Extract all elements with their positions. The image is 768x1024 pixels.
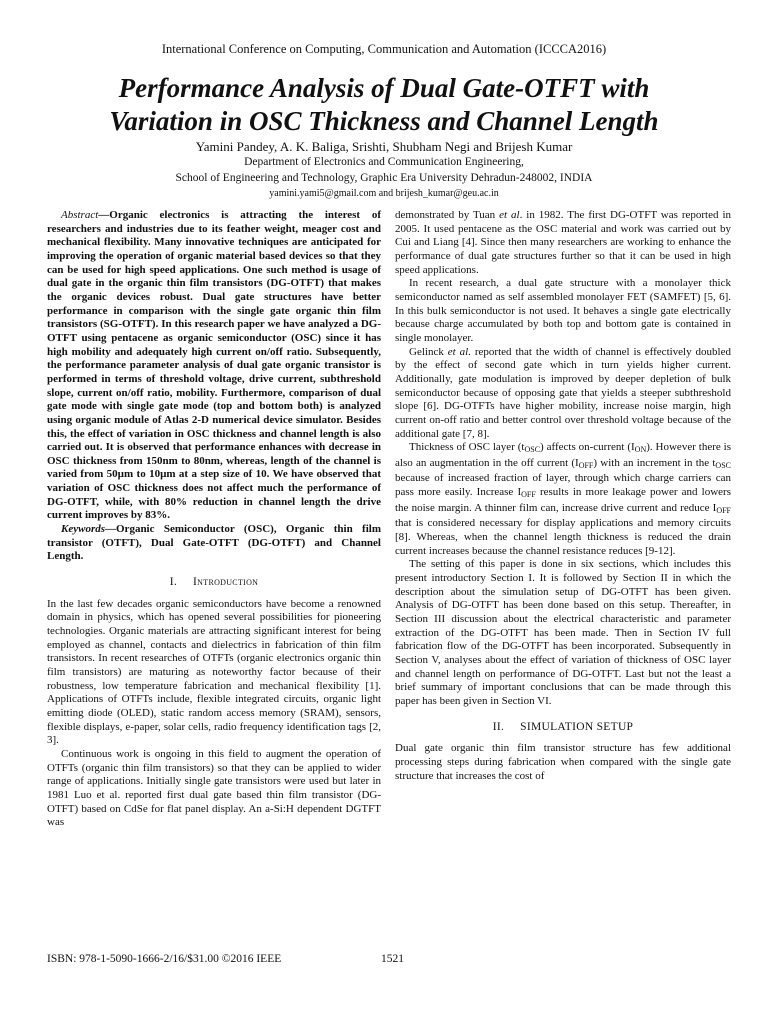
simulation-paragraph-1: Dual gate organic thin film transistor structure has few additional processing steps during fabrication when compared with the single gate structure that increases the cost of — [395, 742, 731, 782]
left-column — [47, 209, 381, 830]
affiliation-department: Department of Electronics and Communication Engineering, — [244, 156, 524, 168]
intro-paragraph-6 — [395, 441, 731, 558]
right-column — [395, 209, 731, 783]
keywords-text: —Organic Semiconductor (OSC), Organic thin film transistor (OTFT), Dual Gate-OTFT (DG-OTFT) and Channel Length. — [47, 523, 381, 563]
text-run: Thickness of OSC layer (t — [409, 441, 525, 454]
section-heading-simulation-setup — [395, 721, 731, 735]
subscript: OFF — [578, 460, 594, 470]
author-emails: yamini.yami5@gmail.com and brijesh_kumar@geu.ac.in — [269, 188, 499, 199]
text-run: ) affects on-current (I — [540, 441, 635, 454]
conference-header: International Conference on Computing, Communication and Automation (ICCCA2016) — [161, 42, 607, 56]
text-run: reported that the width of channel is effectively doubled by the effect of second gate which in turn yields higher current. Additionally, gate modulation is improved by deeper depletion of bulk semiconductor because of opposing gate that yields a steeper subthreshold slope [6]. DG-OTFTs have higher mobility, increase noise margin, high current on-off ratio and better control over threshold voltage because of the additional gate [7, 8]. — [395, 345, 731, 440]
author-list — [0, 139, 768, 155]
abstract-paragraph — [47, 209, 381, 523]
intro-paragraph-1: In the last few decades organic semiconductors have become a renowned domain in physics, which has opened several possibilities for pioneering technologies. Organic materials are attracting significant interest for being employed as channel, contacts and dielectrics in fabrication of thin film transistors. In recent researches of OTFTs (organic electronics organic thin film transistors) are maturing as noteworthy factor because of their robustness, low temperature fabrication and mechanical flexibility [1]. Applications of OTFTs include, flexible integrated circuits, organic light emitting diode (OLED), static random access memory (SRAM), sensors, flexible displays, e-paper, solar cells, radio frequency identification tags [2, 3]. — [47, 597, 381, 747]
text-run-italic: et al. — [447, 345, 471, 358]
affiliation-school: School of Engineering and Technology, Graphic Era University Dehradun-248002, INDIA — [175, 171, 593, 184]
text-run-italic: et al — [499, 209, 520, 221]
intro-paragraph-5 — [395, 346, 731, 442]
text-run: ). However there is also an augmentation in the off current (I — [395, 441, 731, 469]
subscript: OSC — [524, 445, 541, 455]
abstract-lead: Abstract — [61, 209, 99, 221]
section-heading-introduction — [47, 576, 381, 590]
abstract-text: —Organic electronics is attracting the interest of researchers and industries due to its feather weight, meager cost and mechanical flexibility. Many innovative techniques are anticipated for improving the operation of organic material based devices so that they can be used for high speed applications. One such method is usage of dual gate in the organic thin film transistors (DG-OTFT) that makes the organic devices robust. Dual gate structures have better performance in comparison with the single gate organic thin film transistors (SG-OTFT). In this research paper we have analyzed a DG-OTFT using pentacene as organic semiconductor (OSC) since it has high mobility and adequately high current on/off ratio. Subsequently, the performance parameter analysis of dual gate organic transistor is performed in terms of threshold voltage, drive current, subthreshold slope, current on/off ratio, mobility. Furthermore, comparison of dual gate mode with single gate mode (top and bottom both) is analyzed using organic module of Atlas 2-D numerical device simulator. Besides this, the effect of variation in OSC thickness and channel length is also carried out. It is observed that performance enhances with decrease in OSC thickness from 150nm to 80nm, whereas, length of the channel is varied from 50µm to 10µm at a step size of 10. We have observed that variation of OSC thickness does not affect much the performance of DG-OTFT, while, with 80% reduction in channel length the drive current improves by 83%. — [47, 209, 381, 522]
intro-paragraph-3 — [395, 209, 731, 277]
keywords-lead: Keywords — [61, 523, 105, 536]
subscript: OFF — [716, 505, 731, 515]
section-number: I. — [169, 576, 178, 589]
text-run: . in 1982. The first DG-OTFT was reported in 2005. It used pentacene as the OSC material and work was carried out by Cui and Liang [4]. Since then many researchers are working to enhance the performance of dual gate structures further so that it can be used in high speed applications. — [395, 209, 732, 276]
text-run: because of increased fraction of layer, through which charge carriers can pass more easily. Increase I — [395, 472, 731, 499]
intro-paragraph-4: In recent research, a dual gate structure with a monolayer thick semiconductor named as self assembled monolayer FET (SAMFET) [5, 6]. In this bulk semiconductor is not used. It behaves a single gate electrically because charge accumulated by both top and bottom gate is contained in single monolayer. — [395, 277, 731, 344]
subscript: OFF — [521, 490, 536, 500]
page-number: 1521 — [381, 953, 404, 965]
section-title: Introduction — [193, 576, 259, 589]
subscript: OSC — [715, 460, 731, 470]
text-run: results in more leakage power and lowers the noise margin. A thinner film can, increase drive current and reduce I — [395, 486, 731, 514]
text-run: Gelinck — [409, 345, 448, 358]
text-run: ) with an increment in the t — [593, 456, 716, 469]
paper-title — [30, 72, 738, 138]
section-number: II. — [492, 720, 505, 733]
text-run: that is considered necessary for display applications and memory circuits [8]. Whereas, when the channel length thickness is reduced the drain current increases because the channel resistance reduces [9-12]. — [395, 517, 731, 557]
affiliation-block — [0, 155, 768, 202]
footer-isbn: ISBN: 978-1-5090-1666-2/16/$31.00 ©2016 IEEE — [47, 953, 282, 965]
title-line-1: Performance Analysis of Dual Gate-OTFT with — [118, 73, 650, 103]
keywords-paragraph — [47, 523, 381, 564]
authors-text: Yamini Pandey, A. K. Baliga, Srishti, Shubham Negi and Brijesh Kumar — [195, 139, 573, 154]
title-line-2: Variation in OSC Thickness and Channel Length — [109, 106, 659, 136]
section-title: SIMULATION SETUP — [520, 720, 634, 733]
intro-paragraph-7: The setting of this paper is done in six sections, which includes this present introductory Section I. It is followed by Section II in which the description about the simulation setup of DG-OTFT has been given. Analysis of DG-OTFT has been done based on this setup. Thereafter, in Section III discussion about the electrical characteristic and parameter extraction of the DG-OTFT has been made. Then in Section IV full fabrication flow of the DG-OTFT has been incorporated. Subsequently in Section V, analyses about the effect of variation of thickness of OSC layer and channel length on performance of DG-OTFT. Last but not the least a brief summary of important conclusions that can be made through this paper has been given in Section VI. — [395, 558, 731, 707]
text-run: demonstrated by Tuan — [395, 209, 500, 221]
subscript: ON — [634, 445, 647, 455]
intro-paragraph-2: Continuous work is ongoing in this field to augment the operation of OTFTs (organic thin film transistors) so that they can be applied to wider range of applications. Initially single gate transistors were used but later in 1981 Luo et al. reported first dual gate based thin film transistor (DG-OTFT) based on CdSe for flat panel display. An a-Si:H dependent DGTFT was — [47, 747, 381, 829]
